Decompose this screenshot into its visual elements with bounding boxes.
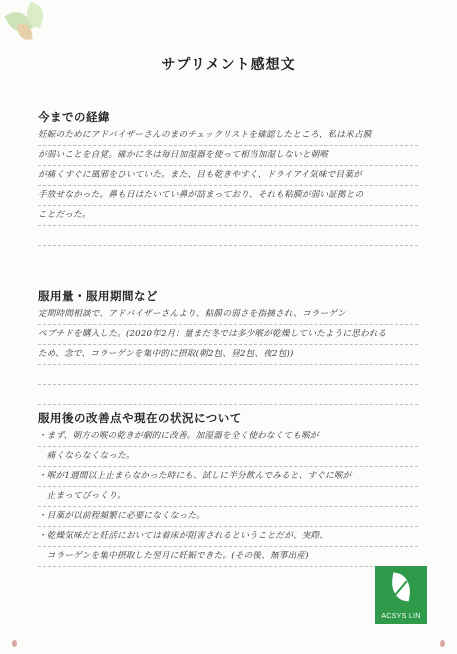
handwritten-line: 止まってびっくり。: [38, 487, 418, 507]
section-heading: 今までの経緯: [38, 110, 110, 124]
section-improvements: [38, 409, 418, 567]
section-dosage: [38, 287, 418, 405]
logo-text: ACSYS LIN: [381, 613, 421, 620]
handwritten-line: ことだった。: [38, 206, 418, 226]
section-history: [38, 108, 418, 246]
handwritten-line: コラーゲンを集中摂取した翌月に妊娠できた。(その後、無事出産): [38, 547, 418, 567]
handwritten-line: 定期時間相談で、アドバイザーさんより、粘膜の弱さを指摘され、コラーゲン: [38, 305, 418, 325]
blank-line: [38, 365, 418, 385]
section-lines: [38, 427, 418, 567]
blank-line: [38, 385, 418, 405]
handwritten-line: ・乾燥気味だと妊活においては着床が阻害されるということだが、実際、: [38, 527, 418, 547]
handwritten-line: ・喉が1週間以上止まらなかった時にも、試しに半分飲んでみると、すぐに喉が: [38, 467, 418, 487]
handwritten-line: が痛くすぐに風邪をひいていた。また、目も乾きやすく、ドライアイ気味で目薬が: [38, 166, 418, 186]
section-lines: [38, 305, 418, 405]
handwritten-line: 妊娠のためにアドバイザーさんのまのチェックリストを確認したところ、私は米占膜: [38, 126, 418, 146]
decorative-dot-icon: [440, 640, 445, 647]
handwritten-line: 痛くならなくなった。: [38, 447, 418, 467]
handwritten-line: が弱いことを自覚。確かに冬は毎日加湿器を使って相当加湿しないと朝喉: [38, 146, 418, 166]
blank-line: [38, 226, 418, 246]
handwritten-line: ため、念で、コラーゲンを集中的に摂取(朝2包、昼2包、夜2包)): [38, 345, 418, 365]
section-heading: 服用量・服用期間など: [38, 289, 158, 303]
section-heading: 服用後の改善点や現在の状況について: [38, 411, 242, 425]
handwritten-line: ペプチドを購入した。(2020年2月：量まだ冬では多少喉が乾燥していたように思われる: [38, 325, 418, 345]
handwritten-line: ・目薬が以前程頻繁に必要になくなった。: [38, 507, 418, 527]
handwritten-line: ・まず、朝方の喉の乾きが劇的に改善。加湿器を全く使わなくても喉が: [38, 427, 418, 447]
section-lines: [38, 126, 418, 246]
brand-logo: [375, 566, 427, 624]
decorative-dot-icon: [12, 640, 17, 647]
page-title: サプリメント感想文: [161, 57, 296, 73]
handwritten-line: 手放せなかった。鼻も日はたいてい鼻が詰まっており、それも粘膜が弱い証拠との: [38, 186, 418, 206]
